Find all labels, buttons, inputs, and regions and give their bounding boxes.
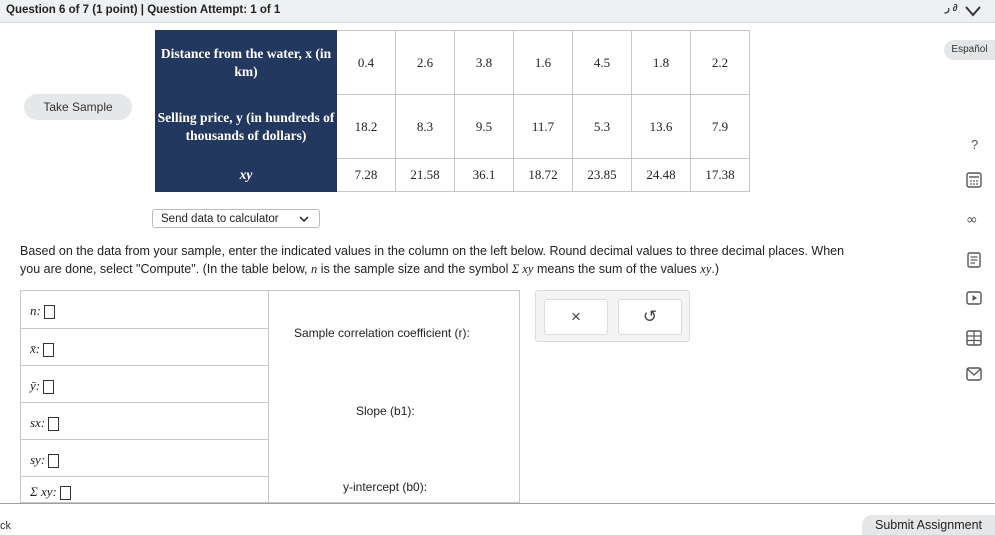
row-header-distance: Distance from the water, x (in km) <box>156 31 337 95</box>
answer-tools <box>535 290 690 342</box>
table-cell: 24.48 <box>632 159 691 192</box>
chevron-down-icon <box>299 214 309 224</box>
table-cell: 9.5 <box>455 95 514 159</box>
table-cell: 7.9 <box>691 95 750 159</box>
sumxy-input[interactable] <box>60 486 71 500</box>
take-sample-button[interactable]: Take Sample <box>24 94 132 120</box>
answer-row-n <box>20 291 268 328</box>
column-divider <box>268 290 269 503</box>
answer-row-sumxy <box>20 476 268 503</box>
sx-label: sx: <box>30 415 59 431</box>
chevron-down-icon[interactable] <box>960 2 986 20</box>
answer-row-sy <box>20 439 268 476</box>
table-cell: 17.38 <box>691 159 750 192</box>
send-data-dropdown[interactable] <box>152 209 320 228</box>
table-cell: 18.2 <box>337 95 396 159</box>
footer-divider <box>0 503 995 504</box>
sample-data-table <box>155 30 750 192</box>
clear-button[interactable]: × <box>544 299 608 335</box>
table-cell: 2.2 <box>691 31 750 95</box>
video-icon[interactable] <box>964 290 984 306</box>
message-icon[interactable] <box>964 366 984 382</box>
table-cell: 11.7 <box>514 95 573 159</box>
table-cell: 18.72 <box>514 159 573 192</box>
help-icon[interactable] <box>964 136 984 152</box>
sy-label: sy: <box>30 452 59 468</box>
sx-input[interactable] <box>48 417 59 431</box>
language-icon[interactable]: ر ∂ <box>945 3 958 14</box>
table-cell: 23.85 <box>573 159 632 192</box>
table-row <box>156 159 750 192</box>
calculator-icon[interactable] <box>964 172 984 188</box>
answer-row-xbar <box>20 328 268 365</box>
table-cell: 0.4 <box>337 31 396 95</box>
table-cell: 7.28 <box>337 159 396 192</box>
intercept-label: y-intercept (b0): <box>343 480 428 494</box>
table-cell: 2.6 <box>396 31 455 95</box>
correlation-label: Sample correlation coefficient (r): <box>294 326 470 340</box>
slope-label: Slope (b1): <box>356 404 415 418</box>
table-row <box>156 95 750 159</box>
instructions-text: Based on the data from your sample, enter the indicated values in the column on the left below. Round decimal values to three decimal places. When you are done, select "Compute". (In the table below, n is the sample size and the symbol Σ xy means the sum of the values xy.) <box>20 244 845 276</box>
n-label: n: <box>30 303 55 319</box>
answer-row-ybar <box>20 365 268 402</box>
question-info: Question 6 of 7 (1 point) | Question Attempt: 1 of 1 <box>6 4 281 16</box>
send-data-label: Send data to calculator <box>161 213 279 225</box>
xbar-label: x̄: <box>30 341 54 357</box>
table-cell: 4.5 <box>573 31 632 95</box>
ybar-label: ȳ: <box>30 378 54 394</box>
infinity-icon[interactable] <box>964 211 984 227</box>
table-cell: 36.1 <box>455 159 514 192</box>
svg-text:∞: ∞ <box>966 212 978 227</box>
ybar-input[interactable] <box>43 380 54 394</box>
submit-assignment-button[interactable]: Submit Assignment <box>862 515 995 535</box>
espanol-button[interactable]: Español <box>944 40 995 60</box>
answer-row-sx <box>20 402 268 439</box>
table-cell: 21.58 <box>396 159 455 192</box>
row-header-xy: xy <box>156 159 337 192</box>
table-cell: 8.3 <box>396 95 455 159</box>
table-cell: 13.6 <box>632 95 691 159</box>
table-cell: 1.8 <box>632 31 691 95</box>
sy-input[interactable] <box>48 454 59 468</box>
svg-text:?: ? <box>971 137 979 152</box>
table-icon[interactable] <box>964 330 984 346</box>
table-cell: 3.8 <box>455 31 514 95</box>
table-cell: 5.3 <box>573 95 632 159</box>
n-input[interactable] <box>44 305 55 319</box>
table-row <box>156 31 750 95</box>
table-cell: 1.6 <box>514 31 573 95</box>
notepad-icon[interactable] <box>964 252 984 268</box>
footer-fragment: ck <box>0 520 11 532</box>
xbar-input[interactable] <box>43 343 54 357</box>
sumxy-label: Σ xy: <box>30 484 71 500</box>
row-header-price: Selling price, y (in hundreds of thousands of dollars) <box>156 95 337 159</box>
question-header <box>0 0 995 23</box>
undo-button[interactable]: ↺ <box>618 299 682 335</box>
